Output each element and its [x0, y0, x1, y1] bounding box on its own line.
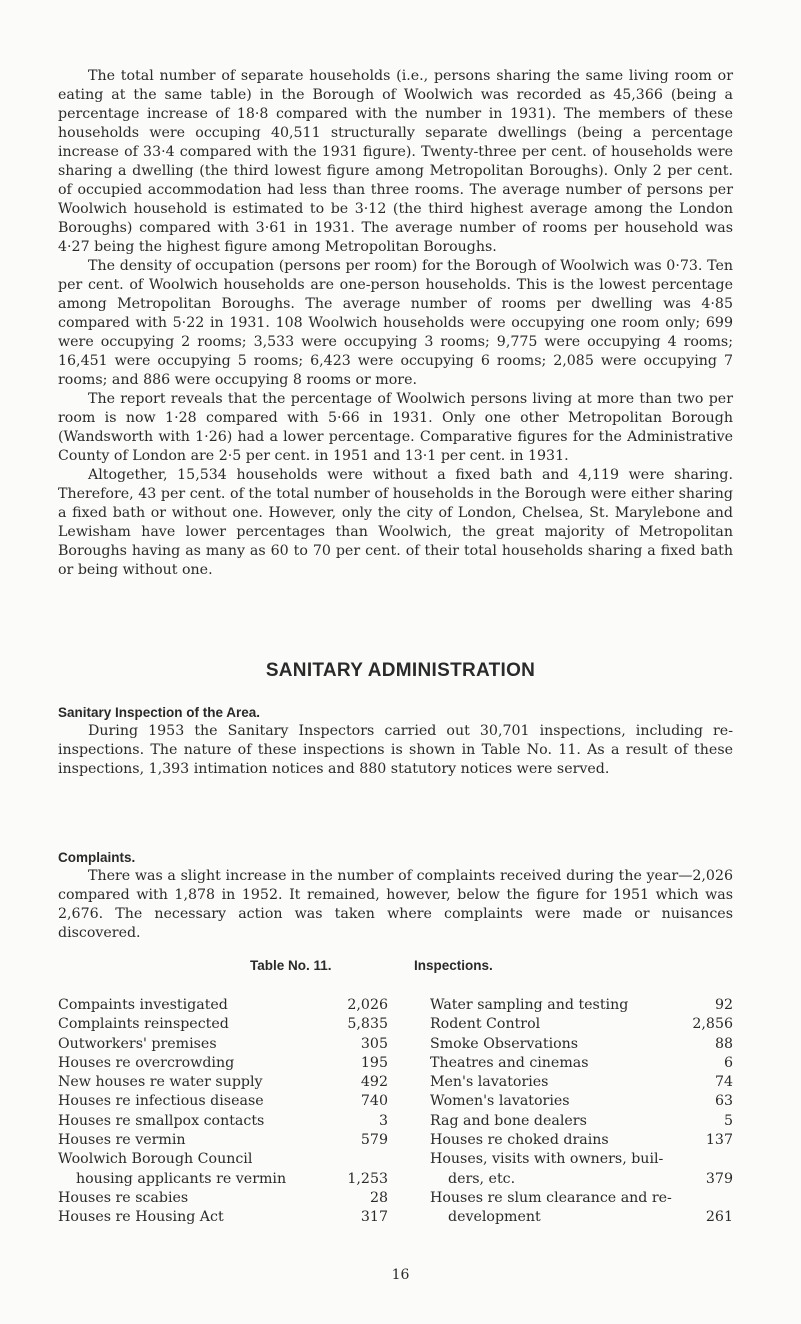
table-row: [430, 1131, 733, 1150]
table-row: [430, 1092, 733, 1111]
row-value: 5: [723, 1112, 733, 1129]
row-label: [58, 1208, 336, 1227]
row-label-text: Complaints reinspected: [58, 1016, 229, 1033]
row-value: 137: [705, 1132, 733, 1149]
table-row: [58, 1073, 388, 1092]
row-label-text: Houses re overcrowding: [58, 1054, 235, 1071]
paragraph-density: The density of occupation (persons per room) for the Borough of Woolwich was 0·73. Ten per cent. of Woolwich households are one-person households. This is the lowest percentage among Metropolitan Boroughs. The average number of rooms per dwelling was 4·85 compared with 5·22 in 1931. 108 Woolwich households were occupying one room only; 699 were occupying 2 rooms; 3,533 were occupying 3 rooms; 9,775 were occupying 4 rooms; 16,451 were occupying 5 rooms; 6,423 were occupying 6 rooms; 2,085 were occupying 7 rooms; and 886 were occupying 8 rooms or more.: [58, 258, 733, 388]
table-row: [58, 1112, 388, 1131]
row-value: 492: [360, 1074, 388, 1091]
row-label-continuation: housing applicants re vermin: [76, 1170, 287, 1187]
row-label: [430, 1112, 681, 1131]
section-sanitary-inspection: [58, 705, 733, 779]
row-label-text: Houses re infectious disease: [58, 1093, 264, 1110]
paragraph-inspection: During 1953 the Sanitary Inspectors carried out 30,701 inspections, including re-inspections. The nature of these inspections is shown in Table No. 11. As a result of these inspections, 1,393 intimation notices and 880 statutory notices were served.: [58, 723, 733, 777]
row-label-text: Rag and bone dealers: [430, 1112, 587, 1129]
table-right-column: [430, 996, 733, 1228]
row-label-text: Houses re choked drains: [430, 1132, 609, 1149]
row-value: 2,856: [692, 1016, 733, 1033]
row-value: 5,835: [347, 1016, 388, 1033]
row-label: [430, 1015, 681, 1034]
row-label-text: Houses re Housing Act: [58, 1209, 224, 1226]
row-value: 195: [360, 1054, 388, 1071]
row-value: 92: [714, 997, 733, 1013]
row-label-text: Woolwich Borough Council: [58, 1151, 253, 1168]
table-row: [430, 1015, 733, 1034]
row-label: [430, 1131, 681, 1150]
table-row: [58, 1208, 388, 1227]
table-row: [430, 1035, 733, 1054]
row-value: 63: [714, 1093, 733, 1110]
table-row: [430, 1073, 733, 1092]
row-label-text: Houses re smallpox contacts: [58, 1112, 265, 1129]
row-label-text: Smoke Observations: [430, 1035, 579, 1052]
row-label: [430, 1073, 681, 1092]
row-label: [430, 1054, 681, 1073]
row-label-text: Compaints investigated: [58, 997, 228, 1013]
row-value: 74: [714, 1074, 733, 1091]
row-label-text: Houses re scabies: [58, 1189, 189, 1206]
table-row: [430, 1189, 733, 1228]
row-label: [58, 1054, 336, 1073]
subheading-complaints: Complaints.: [58, 850, 136, 865]
paragraph-complaints: There was a slight increase in the number of complaints received during the year—2,026 compared with 1,878 in 1952. It remained, however, below the figure for 1951 which was 2,676. The necessary action was taken where complaints were made or nuisances discovered.: [58, 868, 733, 941]
row-label-text: Houses re slum clearance and re-: [430, 1189, 672, 1206]
row-label: [430, 996, 681, 1015]
row-label-text: Houses re vermin: [58, 1132, 186, 1149]
table-row: [58, 996, 388, 1015]
subheading-inspection: Sanitary Inspection of the Area.: [58, 705, 261, 720]
row-value: 261: [705, 1209, 733, 1226]
row-label: [58, 1131, 336, 1150]
table-row: [58, 1092, 388, 1111]
table-left-column: [58, 996, 388, 1228]
row-label: [58, 1112, 336, 1131]
row-value: 305: [360, 1035, 388, 1052]
row-value: 28: [369, 1189, 388, 1206]
row-label-text: New houses re water supply: [58, 1074, 263, 1091]
table-row: [430, 1150, 733, 1189]
table-row: [58, 1150, 388, 1189]
row-value: 88: [714, 1035, 733, 1052]
table-row: [430, 1112, 733, 1131]
row-label: [58, 1189, 336, 1208]
row-label: [58, 1035, 336, 1054]
row-label-text: Water sampling and testing: [430, 997, 629, 1013]
row-label: [430, 1189, 681, 1228]
section-complaints: [58, 850, 733, 943]
table-row: [58, 1189, 388, 1208]
row-label-text: Women's lavatories: [430, 1093, 570, 1110]
table-row: [58, 1015, 388, 1034]
row-label-text: Rodent Control: [430, 1016, 541, 1033]
paragraph-overcrowding: The report reveals that the percentage of Woolwich persons living at more than two per room is now 1·28 compared with 5·66 in 1931. Only one other Metropolitan Borough (Wandsworth with 1·26) had a lower percentage. Comparative figures for the Administrative County of London are 2·5 per cent. in 1951 and 13·1 per cent. in 1931.: [58, 391, 733, 464]
row-label-continuation: ders, etc.: [448, 1170, 516, 1187]
row-label-text: Houses, visits with owners, buil-: [430, 1151, 664, 1168]
row-label-continuation: development: [448, 1209, 541, 1226]
paragraph-households: The total number of separate households (i.e., persons sharing the same living room or eating at the same table) in the Borough of Woolwich was recorded as 45,366 (being a percentage increase of 18·8 compared with the number in 1931). The members of these households were occuping 40,511 structurally separate dwellings (being a percentage increase of 33·4 compared with the 1931 figure). Twenty-three per cent. of households were sharing a dwelling (the third lowest figure among Metropolitan Boroughs). Only 2 per cent. of occupied accommodation had less than three rooms. The average number of persons per Woolwich household is estimated to be 3·12 (the third highest average among the London Boroughs) compared with 3·61 in 1931. The average number of rooms per household was 4·27 being the highest figure among Metropolitan Boroughs.: [58, 68, 733, 255]
table-row: [58, 1054, 388, 1073]
row-label: [58, 1073, 336, 1092]
row-label-text: Theatres and cinemas: [430, 1054, 589, 1071]
row-label-text: Men's lavatories: [430, 1074, 549, 1091]
row-value: 6: [723, 1054, 733, 1071]
table-subtitle: Inspections.: [414, 958, 493, 973]
row-value: 579: [360, 1132, 388, 1149]
row-label: [430, 1150, 681, 1189]
row-label: [58, 1092, 336, 1111]
intro-text: [58, 67, 733, 580]
row-label: [430, 1092, 681, 1111]
row-value: 3: [378, 1112, 388, 1129]
row-label: [58, 1150, 336, 1189]
paragraph-baths: Altogether, 15,534 households were without a fixed bath and 4,119 were sharing. Therefore, 43 per cent. of the total number of households in the Borough were either sharing a fixed bath or without one. However, only the city of London, Chelsea, St. Marylebone and Lewisham have lower percentages than Woolwich, the great majority of Metropolitan Boroughs having as many as 60 to 70 per cent. of their total households sharing a fixed bath or being without one.: [58, 467, 733, 578]
row-label: [58, 1015, 336, 1034]
page-number: 16: [391, 1267, 410, 1283]
table-row: [58, 1035, 388, 1054]
table-row: [58, 1131, 388, 1150]
table-row: [430, 996, 733, 1015]
section-heading: SANITARY ADMINISTRATION: [265, 660, 536, 681]
table-number: Table No. 11.: [250, 958, 332, 973]
row-label-text: Outworkers' premises: [58, 1035, 217, 1052]
row-label: [430, 1035, 681, 1054]
table-row: [430, 1054, 733, 1073]
row-value: 379: [705, 1170, 733, 1187]
row-value: 2,026: [347, 997, 388, 1013]
row-label: [58, 996, 336, 1015]
row-value: 740: [360, 1093, 388, 1110]
row-value: 1,253: [347, 1170, 388, 1187]
row-value: 317: [360, 1209, 388, 1226]
